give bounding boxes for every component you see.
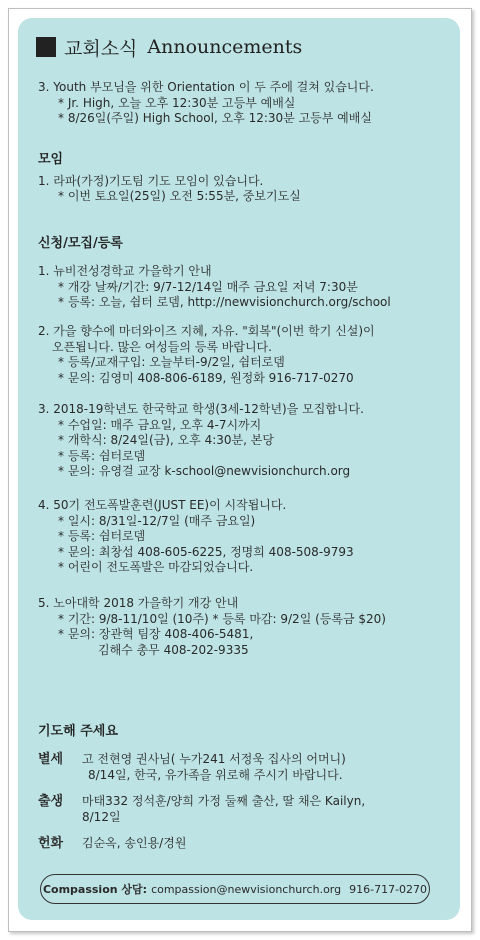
black-square-icon [36,37,56,57]
prayer-item-funeral [18,752,460,783]
item-detail: * 등록: 오늘, 쉼터 로뎀, http://newvisionchurch.org/school [58,295,391,309]
prayer-item-birth [18,794,460,825]
item-heading: 5. 노아대학 2018 가을학기 개강 안내 [38,596,239,610]
prayer-item-flowers [18,836,460,852]
item-heading: 2. 가을 향수에 마더와이즈 지혜, 자유. "회복"(이번 학기 신설)이 [38,324,375,338]
item-detail: * 문의: 장관혁 팀장 408-406-5481, [58,627,254,641]
item-heading-cont: 오픈됩니다. 많은 여성들의 등록 바랍니다. [52,339,272,354]
item-detail: * 수업일: 매주 금요일, 오후 4-7시까지 [58,417,262,432]
compassion-contact-box [40,874,430,904]
item-detail: * 등록/교재구입: 오늘부터-9/2일, 쉼터로뎀 [58,355,285,369]
item-heading: 4. 50기 전도폭발훈련(JUST EE)이 시작됩니다. [38,498,287,512]
registration-section [18,236,460,252]
prayer-text: 마태332 정석훈/양희 가정 둘째 출산, 딸 채은 Kailyn, [82,794,366,808]
prayer-text: 8/14일, 한국, 유가족을 위로해 주시기 바랍니다. [88,767,343,782]
prayer-key: 출생 [38,794,64,809]
youth-orientation-detail: * Jr. High, 오늘 오후 12:30분 고등부 예배실 [58,95,296,110]
prayer-section [18,724,460,740]
registration-item-3 [18,402,460,480]
title-english: Announcements [147,36,303,58]
registration-title: 신청/모집/등록 [38,236,123,251]
prayer-title: 기도해 주세요 [38,724,118,739]
item-detail: * 개학식: 8/24일(금), 오후 4:30분, 본당 [58,433,274,447]
gathering-detail: * 이번 토요일(25일) 오전 5:55분, 중보기도실 [58,189,301,203]
item-detail: * 어린이 전도폭발은 마감되었습니다. [58,560,254,574]
contact-phone: 916-717-0270 [349,882,428,896]
item-detail: * 기간: 9/8-11/10일 (10주) * 등록 마감: 9/2일 (등록금 $20) [58,611,386,626]
prayer-key: 별세 [38,752,64,767]
announcement-panel [18,18,460,920]
item-detail: * 등록: 쉼터로뎀 [58,448,146,463]
youth-orientation-block [18,80,460,127]
item-detail: * 등록: 쉼터로뎀 [58,529,146,543]
item-detail: * 개강 날짜/기간: 9/7-12/14일 매주 금요일 저녁 7:30분 [58,279,358,294]
item-detail: * 문의: 유영걸 교장 k-school@newvisionchurch.org [58,464,351,478]
registration-item-5 [18,596,460,658]
contact-label: Compassion 상담: [42,883,148,896]
item-heading: 1. 뉴비전성경학교 가을학기 안내 [38,264,212,278]
prayer-key: 헌화 [38,836,64,851]
registration-item-1 [18,264,460,311]
registration-item-2 [18,324,460,386]
gathering-line: 1. 라파(가정)기도팀 기도 모임이 있습니다. [38,173,264,188]
youth-orientation-detail: * 8/26일(주일) High School, 오후 12:30분 고등부 예배실 [58,111,372,125]
item-detail: 김해수 총무 408-202-9335 [98,642,249,657]
section-header [36,32,302,62]
prayer-text: 김순옥, 송인용/경원 [82,836,187,850]
title-korean: 교회소식 [64,37,138,60]
item-detail: * 문의: 최창섭 408-605-6225, 정명희 408-508-9793 [58,544,354,559]
item-heading: 3. 2018-19학년도 한국학교 학생(3세-12학년)을 모집합니다. [38,402,364,416]
youth-orientation-line: 3. Youth 부모님을 위한 Orientation 이 두 주에 걸쳐 있습니다. [38,80,374,94]
item-detail: * 일시: 8/31일-12/7일 (매주 금요일) [58,513,256,528]
gathering-section [18,152,460,205]
contact-email[interactable]: compassion@newvisionchurch.org [151,882,342,896]
gathering-title: 모임 [38,152,64,167]
prayer-text: 고 전현영 권사님( 누가241 서정욱 집사의 어머니) [82,752,346,766]
item-detail: * 문의: 김영미 408-806-6189, 원정화 916-717-0270 [58,370,354,385]
registration-item-4 [18,498,460,576]
prayer-text: 8/12일 [82,809,121,824]
